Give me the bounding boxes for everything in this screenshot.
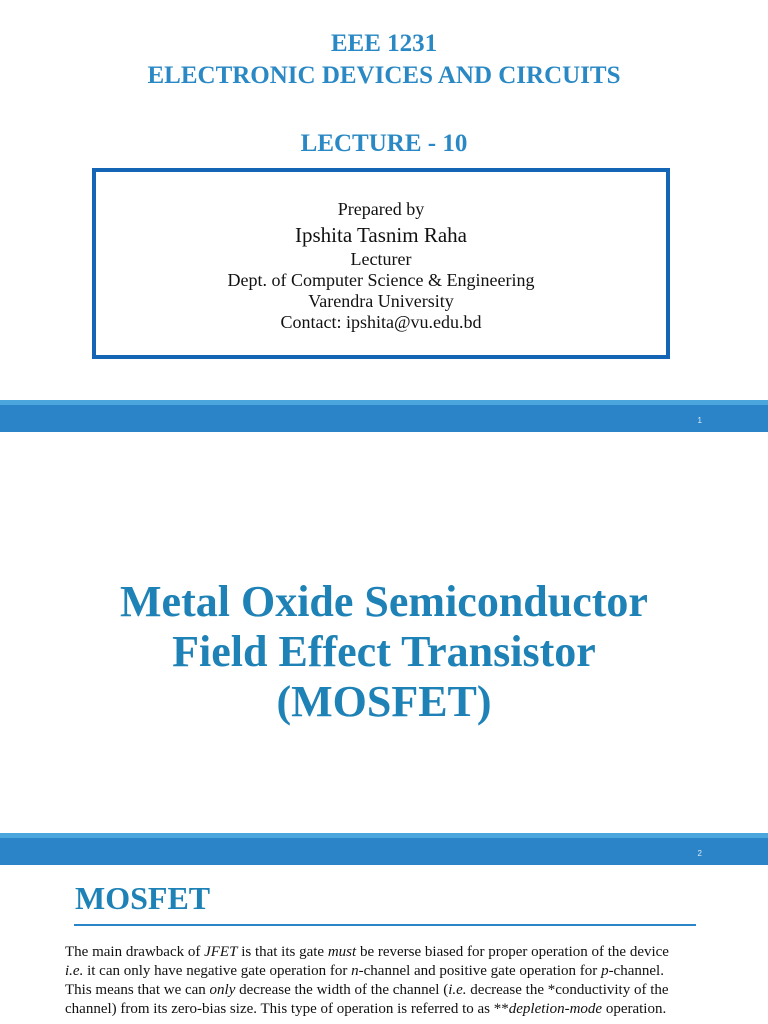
text-run: is that its gate [237, 944, 328, 960]
paragraph-line [65, 943, 705, 962]
page-number: 2 [697, 849, 702, 858]
slide-footer-band [0, 400, 768, 432]
content-slide [0, 865, 768, 1024]
author-name: Ipshita Tasnim Raha [295, 223, 467, 247]
author-contact: Contact: ipshita@vu.edu.bd [280, 312, 482, 332]
text-run: i.e. [65, 963, 84, 979]
text-run: decrease the width of the channel ( [235, 982, 449, 998]
text-run: This means that we can [65, 982, 210, 998]
section-title-line: Field Effect Transistor [172, 627, 596, 676]
section-title [0, 577, 768, 727]
text-run: only [209, 982, 236, 998]
prepared-by-label: Prepared by [337, 199, 425, 219]
text-run: i.e. [448, 982, 467, 998]
section-title-slide [0, 432, 768, 832]
text-run: n [351, 963, 359, 979]
author-department: Dept. of Computer Science & Engineering [227, 270, 535, 290]
text-run: -channel. [608, 963, 664, 979]
author-info-box [92, 168, 670, 359]
slide-footer-band [0, 833, 768, 865]
section-title-line: Metal Oxide Semiconductor [120, 577, 648, 626]
author-university: Varendra University [308, 291, 454, 311]
text-run: decrease the *conductivity of the [466, 982, 669, 998]
text-run: must [327, 944, 357, 960]
paragraph-line [65, 1000, 705, 1019]
text-run: JFET [204, 944, 238, 960]
text-run: The main drawback of [65, 944, 205, 960]
course-code: EEE 1231 [330, 30, 438, 57]
heading-underline [74, 924, 696, 926]
text-run: it can only have negative gate operation for [83, 963, 352, 979]
text-run: p [601, 963, 609, 979]
course-name: ELECTRONIC DEVICES AND CIRCUITS [147, 62, 621, 89]
page-number: 1 [697, 416, 702, 425]
text-run: depletion-mode [508, 1001, 603, 1017]
text-run: channel) from its zero-bias size. This type of operation is referred to as ** [65, 1001, 509, 1017]
author-designation: Lecturer [350, 249, 412, 269]
section-title-line: (MOSFET) [276, 677, 492, 726]
text-run: be reverse biased for proper operation of the device [356, 944, 669, 960]
paragraph-line [65, 981, 705, 1000]
body-paragraph [65, 943, 705, 1019]
text-run: operation. [602, 1001, 667, 1017]
text-run: -channel and positive gate operation for [358, 963, 602, 979]
paragraph-line [65, 962, 705, 981]
title-slide [0, 0, 768, 400]
lecture-number: LECTURE - 10 [300, 130, 468, 157]
slide-heading: MOSFET [75, 880, 211, 916]
